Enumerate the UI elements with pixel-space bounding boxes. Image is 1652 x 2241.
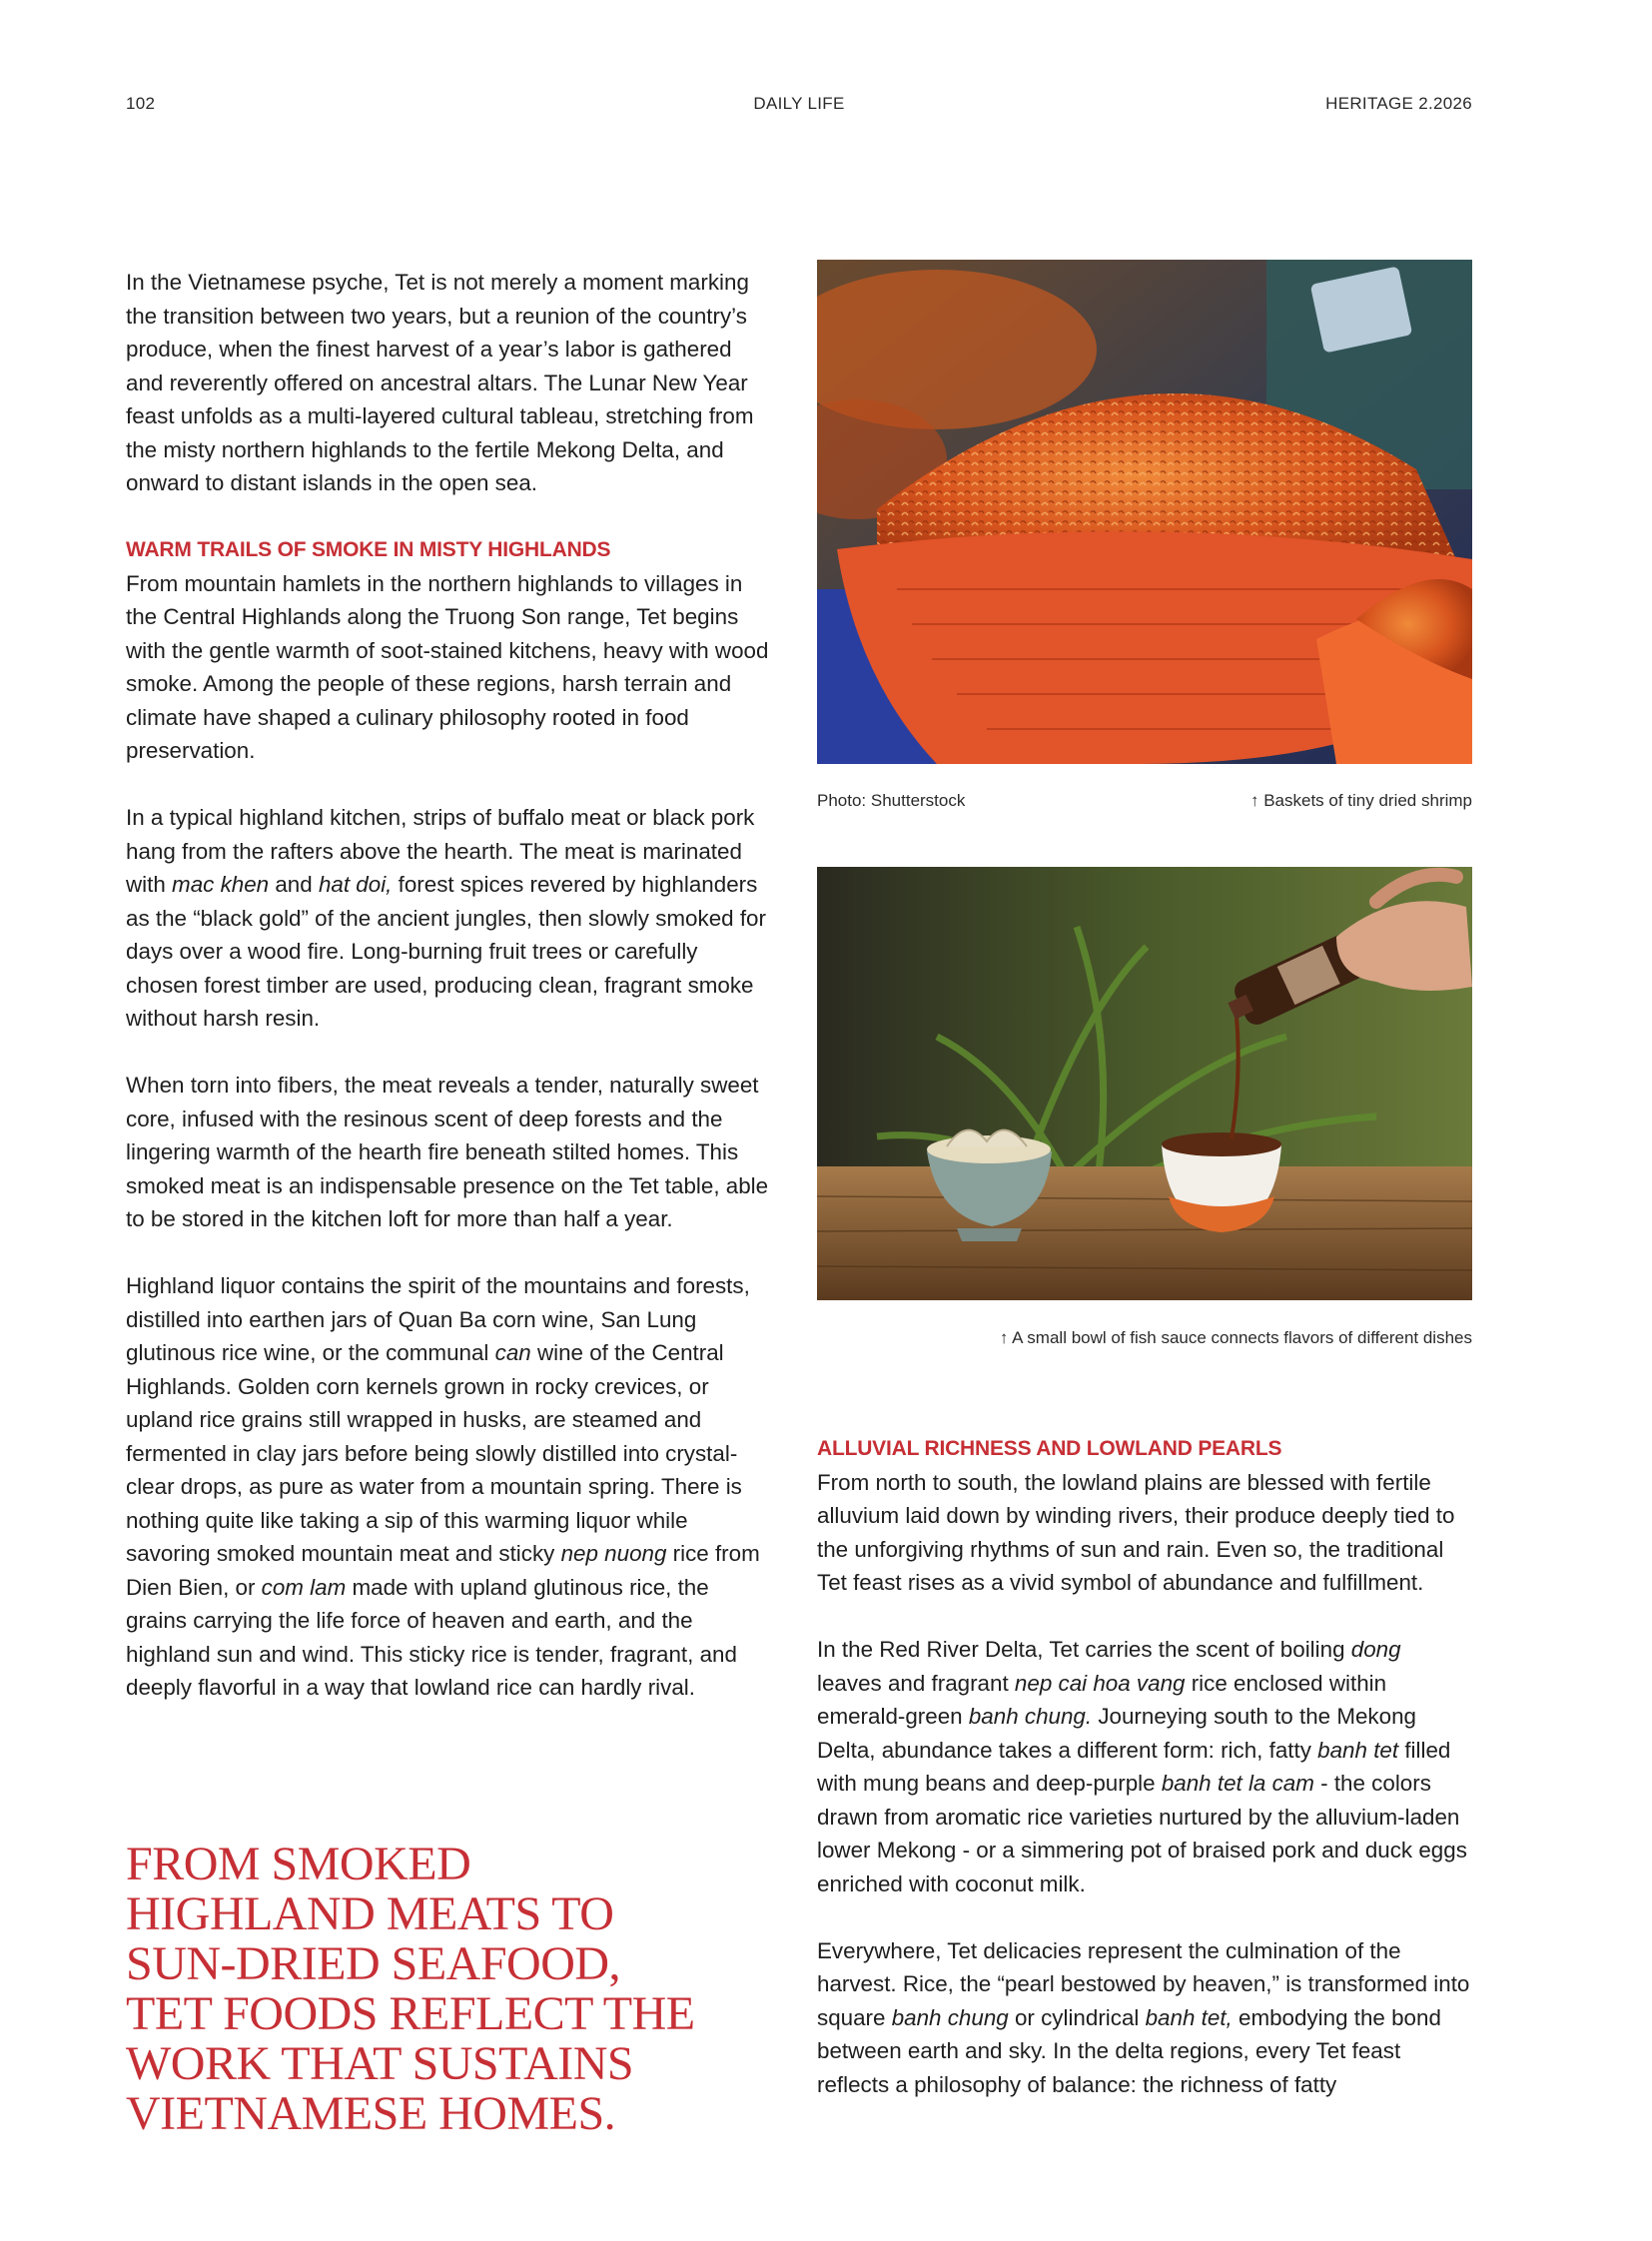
fish-sauce-photo	[817, 867, 1472, 1300]
body-paragraph: Highland liquor contains the spirit of the mountains and forests, distilled into earthen jars of Quan Ba corn wine, San Lung glutinous rice wine, or the communal can wine of the Central Highlands. Golden corn kernels grown in rocky crevices, or upland rice grains still wrapped in husks, are steamed and fermented in clay jars before being slowly distilled into crystal-clear drops, as pure as water from a mountain spring. There is nothing quite like taking a sip of this warming liquor while savoring smoked mountain meat and sticky nep nuong rice from Dien Bien, or com lam made with upland glutinous rice, the grains carrying the life force of heaven and earth, and the highland sun and wind. This sticky rice is tender, fragrant, and deeply flavorful in a way that lowland rice can hardly rival.	[126, 1273, 760, 1700]
dried-shrimp-photo	[817, 260, 1472, 764]
photo-credit: Photo: Shutterstock	[817, 791, 966, 810]
right-column	[817, 1432, 1471, 2135]
intro-paragraph: In the Vietnamese psyche, Tet is not merely a moment marking the transition between two years, but a reunion of the country’s produce, when the finest harvest of a year’s labor is gathered and reverently offered on ancestral altars. The Lunar New Year feast unfolds as a multi-layered cultural tableau, stretching from the misty northern highlands to the fertile Mekong Delta, and onward to distant islands in the open sea.	[126, 270, 754, 495]
photo-caption: ↑ A small bowl of fish sauce connects flavors of different dishes	[999, 1328, 1472, 1347]
page-number: 102	[126, 94, 156, 113]
photo-caption: ↑ Baskets of tiny dried shrimp	[1249, 791, 1472, 810]
left-column	[126, 266, 775, 1738]
body-paragraph: Everywhere, Tet delicacies represent the culmination of the harvest. Rice, the “pearl bestowed by heaven,” is transformed into square banh chung or cylindrical banh tet, embodying the bond between earth and sky. In the delta regions, every Tet feast reflects a philosophy of balance: the richness of fatty	[817, 1937, 1470, 2097]
page-header	[126, 94, 1472, 120]
pull-quote: FROM SMOKED HIGHLAND MEATS TO SUN-DRIED SEAFOOD, TET FOODS REFLECT THE WORK THAT SUSTAINS VIETNAMESE HOMES.	[126, 1838, 695, 2140]
section-heading-highlands: WARM TRAILS OF SMOKE IN MISTY HIGHLANDS	[126, 538, 611, 561]
body-paragraph: From mountain hamlets in the northern highlands to villages in the Central Highlands along the Truong Son range, Tet begins with the gentle warmth of soot-stained kitchens, heavy with wood smoke. Among the people of these regions, harsh terrain and climate have shaped a culinary philosophy rooted in food preservation.	[126, 570, 769, 763]
issue-label: HERITAGE 2.2026	[1325, 94, 1472, 113]
section-name: DAILY LIFE	[753, 94, 845, 113]
body-paragraph: When torn into fibers, the meat reveals a tender, naturally sweet core, infused with the resinous scent of deep forests and the lingering warmth of the hearth fire beneath stilted homes. This smoked meat is an indispensable presence on the Tet table, able to be stored in the kitchen loft for more than half a year.	[126, 1073, 769, 1231]
section-heading-lowland: ALLUVIAL RICHNESS AND LOWLAND PEARLS	[817, 1437, 1282, 1460]
body-paragraph: In a typical highland kitchen, strips of buffalo meat or black pork hang from the rafters above the hearth. The meat is marinated with mac khen and hat doi, forest spices revered by highlanders as the “black gold” of the ancient jungles, then slowly smoked for days over a wood fire. Long-burning fruit trees or carefully chosen forest timber are used, producing clean, fragrant smoke without harsh resin.	[126, 805, 766, 1031]
body-paragraph: In the Red River Delta, Tet carries the scent of boiling dong leaves and fragrant nep cai hoa vang rice enclosed within emerald-green banh chung. Journeying south to the Mekong Delta, abundance takes a different form: rich, fatty banh tet filled with mung beans and deep-purple banh tet la cam - the colors drawn from aromatic rice varieties nurtured by the alluvium-laden lower Mekong - or a simmering pot of braised pork and duck eggs enriched with coconut milk.	[817, 1637, 1467, 1896]
body-paragraph: From north to south, the lowland plains are blessed with fertile alluvium laid down by winding rivers, their produce deeply tied to the unforgiving rhythms of sun and rain. Even so, the traditional Tet feast rises as a vivid symbol of abundance and fulfillment.	[817, 1469, 1455, 1595]
